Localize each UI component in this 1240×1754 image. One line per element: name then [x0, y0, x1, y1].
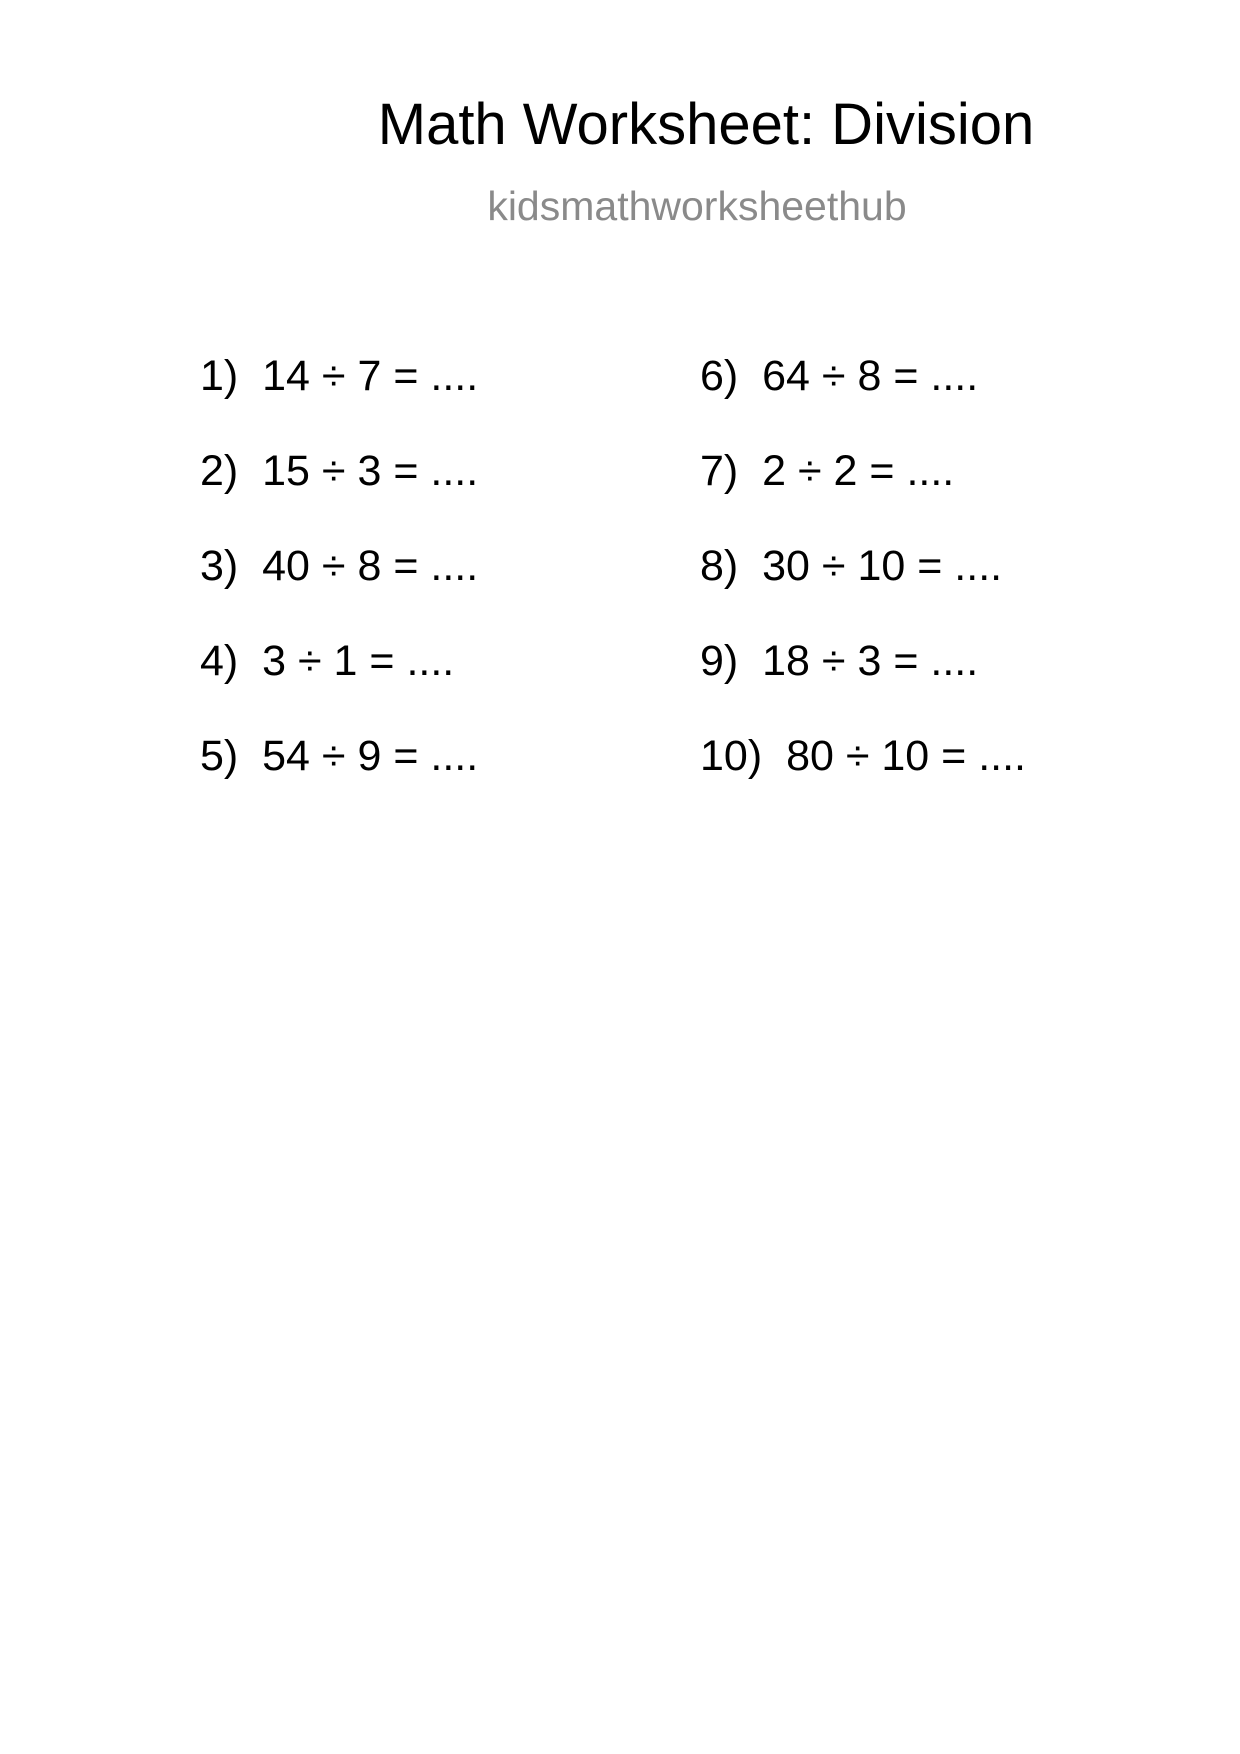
problem-number: 1): [200, 352, 239, 400]
problem-expression: 40 ÷ 8 = ....: [262, 542, 479, 590]
problem-number: 3): [200, 542, 239, 590]
problem-item: [200, 730, 478, 825]
problem-item: [200, 445, 478, 540]
problem-item: [700, 540, 1026, 635]
problem-number: 5): [200, 732, 239, 780]
problem-number: 7): [700, 447, 739, 495]
problem-number: 6): [700, 352, 739, 400]
problem-expression: 80 ÷ 10 = ....: [786, 732, 1027, 780]
problem-item: [700, 445, 1026, 540]
problem-expression: 2 ÷ 2 = ....: [762, 447, 955, 495]
problem-column-right: [700, 350, 1026, 825]
problem-item: [700, 350, 1026, 445]
problem-expression: 3 ÷ 1 = ....: [262, 637, 455, 685]
problem-column-left: [200, 350, 478, 825]
problem-expression: 30 ÷ 10 = ....: [762, 542, 1003, 590]
problem-number: 10): [700, 732, 763, 780]
page-title: Math Worksheet: Division: [377, 92, 1035, 157]
problem-expression: 15 ÷ 3 = ....: [262, 447, 479, 495]
problem-item: [700, 635, 1026, 730]
problem-expression: 54 ÷ 9 = ....: [262, 732, 479, 780]
problem-item: [700, 730, 1026, 825]
problem-item: [200, 635, 478, 730]
problem-number: 9): [700, 637, 739, 685]
problem-number: 4): [200, 637, 239, 685]
problem-expression: 64 ÷ 8 = ....: [762, 352, 979, 400]
problem-expression: 18 ÷ 3 = ....: [762, 637, 979, 685]
problem-item: [200, 350, 478, 445]
problem-item: [200, 540, 478, 635]
problem-number: 2): [200, 447, 239, 495]
page-subtitle: kidsmathworksheethub: [487, 183, 907, 229]
problem-expression: 14 ÷ 7 = ....: [262, 352, 479, 400]
problem-number: 8): [700, 542, 739, 590]
